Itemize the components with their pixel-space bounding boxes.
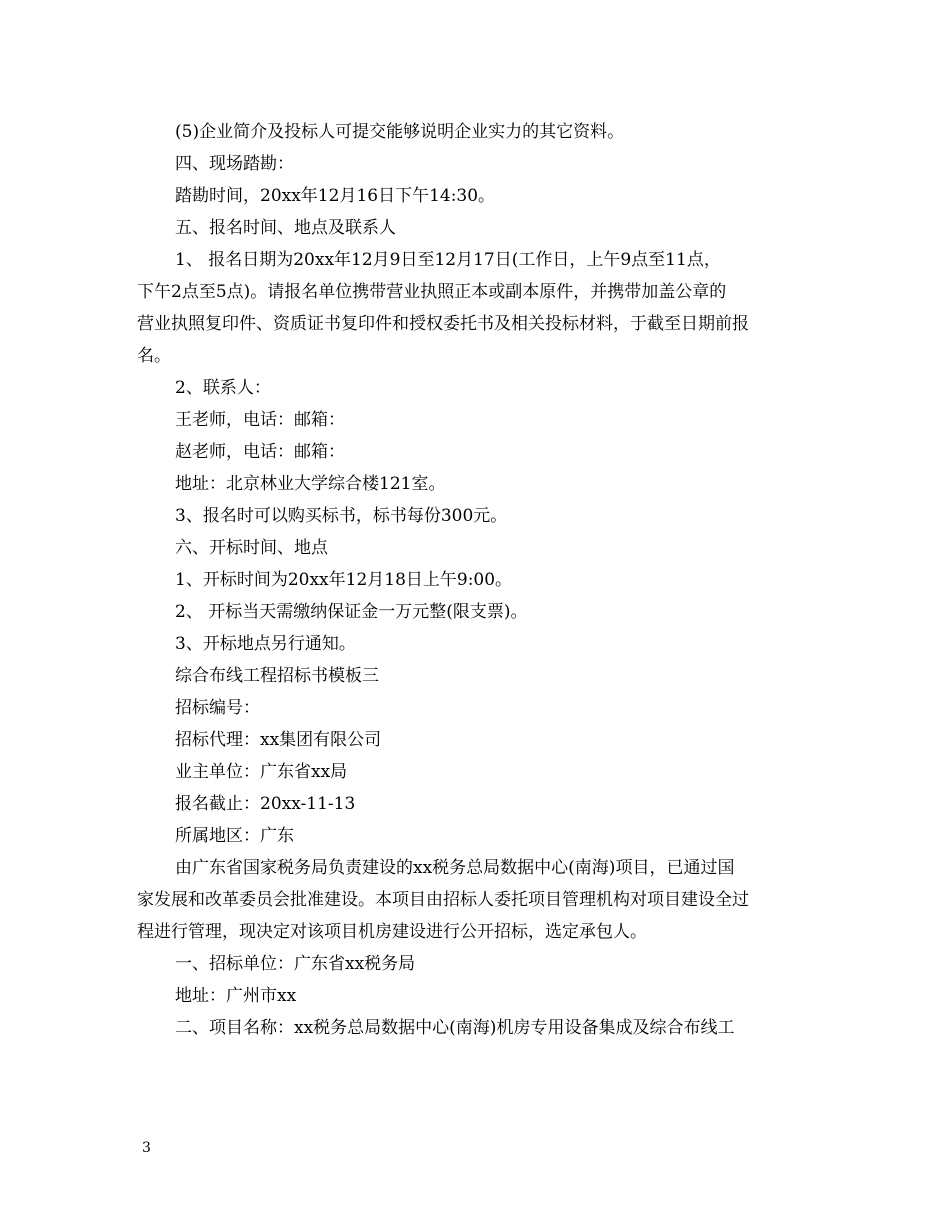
section-heading: 六、开标时间、地点 [175, 538, 328, 558]
text-line: 王老师，电话：邮箱： [175, 410, 345, 430]
paragraph-line: 程进行管理，现决定对该项目机房建设进行公开招标，选定承包人。 [137, 922, 647, 942]
text-line: 赵老师，电话：邮箱： [175, 442, 345, 462]
paragraph-line: 1、 报名日期为20xx年12月9日至12月17日(工作日，上午9点至11点， [175, 250, 721, 270]
text-line: 业主单位：广东省xx局 [175, 762, 348, 782]
text-line: 招标编号： [175, 698, 260, 718]
section-heading: 四、现场踏勘： [175, 154, 294, 174]
text-line: 所属地区：广东 [175, 826, 294, 846]
paragraph [137, 852, 820, 948]
paragraph-line: 由广东省国家税务局负责建设的xx税务总局数据中心(南海)项目，已通过国 [175, 858, 735, 878]
paragraph-line: 名。 [137, 346, 171, 366]
text-line: 报名截止：20xx-11-13 [175, 794, 356, 814]
text-line: 地址：北京林业大学综合楼121室。 [175, 474, 446, 494]
text-line: 3、开标地点另行通知。 [175, 634, 356, 654]
text-line: 2、联系人： [175, 378, 271, 398]
text-line: 二、项目名称：xx税务总局数据中心(南海)机房专用设备集成及综合布线工 [175, 1018, 735, 1038]
text-line: 1、开标时间为20xx年12月18日上午9:00。 [175, 570, 513, 590]
text-line: (5)企业简介及投标人可提交能够说明企业实力的其它资料。 [175, 122, 625, 142]
text-line: 踏勘时间，20xx年12月16日下午14:30。 [175, 186, 496, 206]
page-number: 3 [142, 1140, 151, 1156]
document-body [137, 116, 820, 1044]
text-line: 地址：广州市xx [175, 986, 297, 1006]
text-line: 3、报名时可以购买标书，标书每份300元。 [175, 506, 508, 526]
paragraph-line: 家发展和改革委员会批准建设。本项目由招标人委托项目管理机构对项目建设全过 [137, 890, 749, 910]
paragraph-line: 下午2点至5点)。请报名单位携带营业执照正本或副本原件，并携带加盖公章的 [137, 282, 727, 302]
section-heading: 五、报名时间、地点及联系人 [175, 218, 396, 238]
text-line: 2、 开标当天需缴纳保证金一万元整(限支票)。 [175, 602, 528, 622]
paragraph [137, 244, 820, 372]
text-line: 一、招标单位：广东省xx税务局 [175, 954, 416, 974]
text-line: 招标代理：xx集团有限公司 [175, 730, 382, 750]
document-title: 综合布线工程招标书模板三 [175, 666, 379, 686]
paragraph-line: 营业执照复印件、资质证书复印件和授权委托书及相关投标材料，于截至日期前报 [137, 314, 749, 334]
